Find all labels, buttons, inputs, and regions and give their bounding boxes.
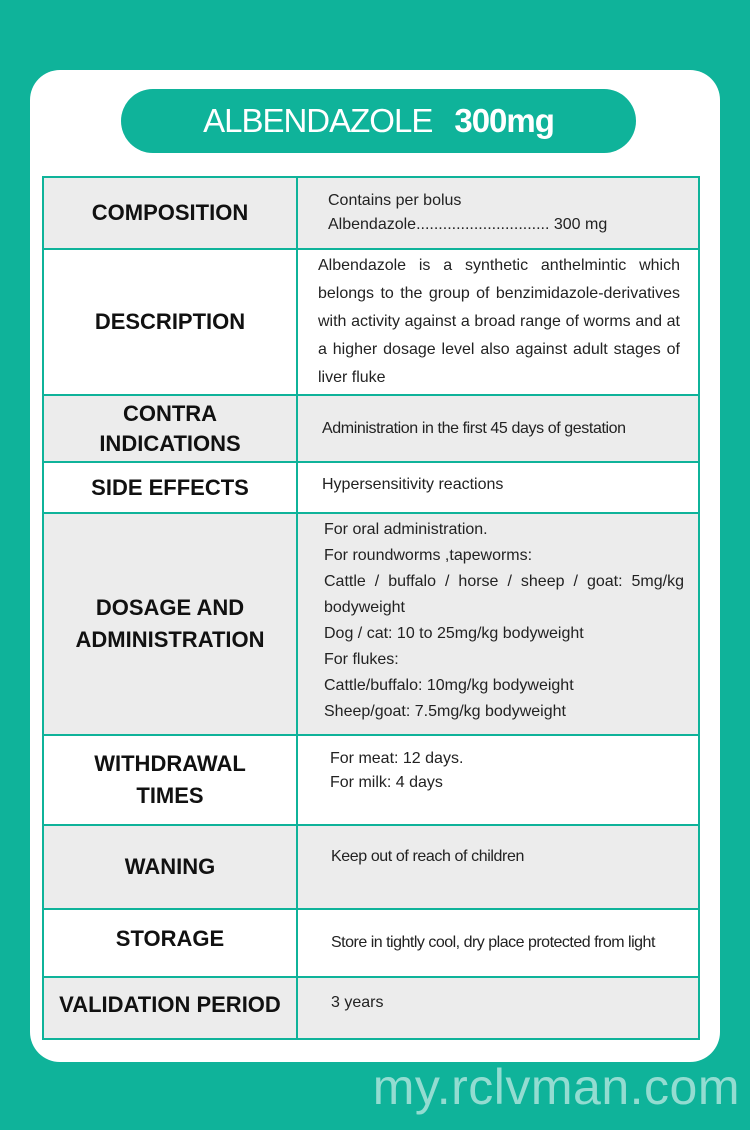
product-title-banner: [121, 89, 636, 153]
value-line: For meat: 12 days.: [330, 750, 464, 767]
table-row-contra-indications: [43, 395, 699, 462]
row-value: Administration in the first 45 days of gestation: [297, 395, 699, 462]
value-line: Cattle/buffalo: 10mg/kg bodyweight: [324, 677, 574, 694]
table-row-storage: [43, 909, 699, 977]
value-line: Contains per bolus: [328, 192, 462, 209]
table-row-dosage: [43, 513, 699, 735]
row-value: [297, 513, 699, 735]
value-line: For oral administration.: [324, 521, 488, 538]
row-label: COMPOSITION: [43, 177, 297, 249]
row-value: Albendazole is a synthetic anthelmintic which belongs to the group of benzimidazole-derivatives with activity against a broad range of worms and at a higher dosage level also against adult stages of liver fluke: [297, 249, 699, 395]
row-value: [297, 177, 699, 249]
row-label: WITHDRAWAL TIMES: [43, 735, 297, 825]
table-row-composition: [43, 177, 699, 249]
value-line: Dog / cat: 10 to 25mg/kg bodyweight: [324, 625, 584, 642]
row-value: Keep out of reach of children: [297, 825, 699, 909]
product-dose: 300mg: [454, 102, 554, 139]
row-label: DOSAGE AND ADMINISTRATION: [43, 513, 297, 735]
value-line: Albendazole.............................. 300 mg: [328, 216, 608, 233]
value-line: For roundworms ,tapeworms:: [324, 547, 533, 564]
row-label: VALIDATION PERIOD: [43, 977, 297, 1039]
value-line: For flukes:: [324, 651, 399, 668]
row-label: WANING: [43, 825, 297, 909]
table-row-side-effects: [43, 462, 699, 513]
value-line: Cattle / buffalo / horse / sheep / goat: 5mg/kg bodyweight: [324, 573, 684, 616]
row-label: SIDE EFFECTS: [43, 462, 297, 513]
row-label: STORAGE: [43, 909, 297, 977]
table-row-warning: [43, 825, 699, 909]
table-row-validation-period: [43, 977, 699, 1039]
value-line: For milk: 4 days: [330, 774, 443, 791]
value-line: Sheep/goat: 7.5mg/kg bodyweight: [324, 703, 566, 720]
row-value: [297, 735, 699, 825]
table-row-description: [43, 249, 699, 395]
row-value: Store in tightly cool, dry place protected from light: [297, 909, 699, 977]
spec-table: [42, 176, 700, 1040]
row-value: 3 years: [297, 977, 699, 1039]
table-row-withdrawal-times: [43, 735, 699, 825]
watermark: my.rclvman.com: [372, 1059, 740, 1115]
product-name: ALBENDAZOLE: [203, 102, 433, 139]
row-label: DESCRIPTION: [43, 249, 297, 395]
row-label: CONTRA INDICATIONS: [43, 395, 297, 462]
row-value: Hypersensitivity reactions: [297, 462, 699, 513]
